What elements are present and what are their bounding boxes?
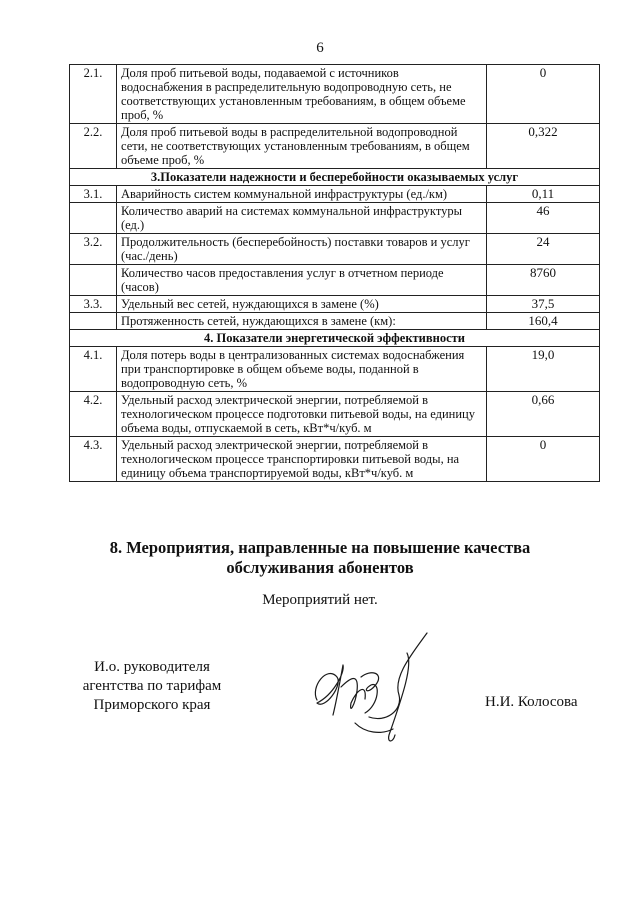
indicator-name: Удельный расход электрической энергии, потребляемой в технологическом процессе подготовки питьевой воды, на единицу объема воды, отпускаемой в сеть, кВт*ч/куб. м xyxy=(117,392,487,437)
indicator-name: Удельный вес сетей, нуждающихся в замене (%) xyxy=(117,296,487,313)
row-number xyxy=(70,313,117,330)
signatory-position-line2: агентства по тарифам xyxy=(82,678,222,694)
table-row xyxy=(70,203,600,234)
section-header-row xyxy=(70,169,600,186)
indicators-table-body xyxy=(70,65,600,482)
section-title: 4. Показатели энергетической эффективности xyxy=(70,330,600,347)
row-number: 4.3. xyxy=(70,437,117,482)
table-row xyxy=(70,313,600,330)
row-number: 3.2. xyxy=(70,234,117,265)
indicator-name: Доля проб питьевой воды, подаваемой с источников водоснабжения в распределительную водопроводную сеть, не соответствующих установленным требованиям, в общем объеме проб, % xyxy=(117,65,487,124)
row-number: 2.2. xyxy=(70,124,117,169)
table-row xyxy=(70,296,600,313)
table-row xyxy=(70,392,600,437)
table-row xyxy=(70,65,600,124)
table-row xyxy=(70,234,600,265)
row-number xyxy=(70,265,117,296)
indicator-name: Протяженность сетей, нуждающихся в замене (км): xyxy=(117,313,487,330)
row-number: 4.1. xyxy=(70,347,117,392)
table-row xyxy=(70,124,600,169)
indicator-value: 8760 xyxy=(487,265,600,296)
table-row xyxy=(70,265,600,296)
row-number: 3.1. xyxy=(70,186,117,203)
table-row xyxy=(70,186,600,203)
indicator-name: Количество аварий на системах коммунальной инфраструктуры (ед.) xyxy=(117,203,487,234)
section-8-heading-line2: обслуживания абонентов xyxy=(226,558,414,577)
row-number xyxy=(70,203,117,234)
table-row xyxy=(70,437,600,482)
indicator-value: 37,5 xyxy=(487,296,600,313)
handwritten-signature xyxy=(295,625,445,750)
indicator-name: Количество часов предоставления услуг в отчетном периоде (часов) xyxy=(117,265,487,296)
page-number: 6 xyxy=(316,40,324,56)
indicator-value: 19,0 xyxy=(487,347,600,392)
indicator-value: 0,66 xyxy=(487,392,600,437)
section-8-heading-line1: 8. Мероприятия, направленные на повышение качества xyxy=(109,538,531,557)
signatory-name: Н.И. Колосова xyxy=(485,694,578,710)
section-header-row xyxy=(70,330,600,347)
signatory-position-line3: Приморского края xyxy=(93,697,211,713)
indicator-name: Доля проб питьевой воды в распределительной водопроводной сети, не соответствующих установленным требованиям, в общем объеме проб, % xyxy=(117,124,487,169)
indicators-table xyxy=(69,64,600,482)
indicator-name: Удельный расход электрической энергии, потребляемой в технологическом процессе транспортировки питьевой воды, на единицу объема транспортируемой воды, кВт*ч/куб. м xyxy=(117,437,487,482)
indicator-value: 46 xyxy=(487,203,600,234)
indicator-value: 0,11 xyxy=(487,186,600,203)
table-row xyxy=(70,347,600,392)
indicator-value: 24 xyxy=(487,234,600,265)
row-number: 2.1. xyxy=(70,65,117,124)
indicator-name: Доля потерь воды в централизованных системах водоснабжения при транспортировке в общем объеме воды, поданной в водопроводную сеть, % xyxy=(117,347,487,392)
row-number: 3.3. xyxy=(70,296,117,313)
indicator-value: 0 xyxy=(487,437,600,482)
signatory-position xyxy=(62,658,242,715)
no-measures-text: Мероприятий нет. xyxy=(262,592,378,608)
indicator-name: Аварийность систем коммунальной инфраструктуры (ед./км) xyxy=(117,186,487,203)
row-number: 4.2. xyxy=(70,392,117,437)
indicator-name: Продолжительность (бесперебойность) поставки товаров и услуг (час./день) xyxy=(117,234,487,265)
indicator-value: 160,4 xyxy=(487,313,600,330)
section-8-heading xyxy=(0,538,640,578)
indicator-value: 0 xyxy=(487,65,600,124)
signatory-position-line1: И.о. руководителя xyxy=(94,659,210,675)
section-title: 3.Показатели надежности и бесперебойности оказываемых услуг xyxy=(70,169,600,186)
indicator-value: 0,322 xyxy=(487,124,600,169)
